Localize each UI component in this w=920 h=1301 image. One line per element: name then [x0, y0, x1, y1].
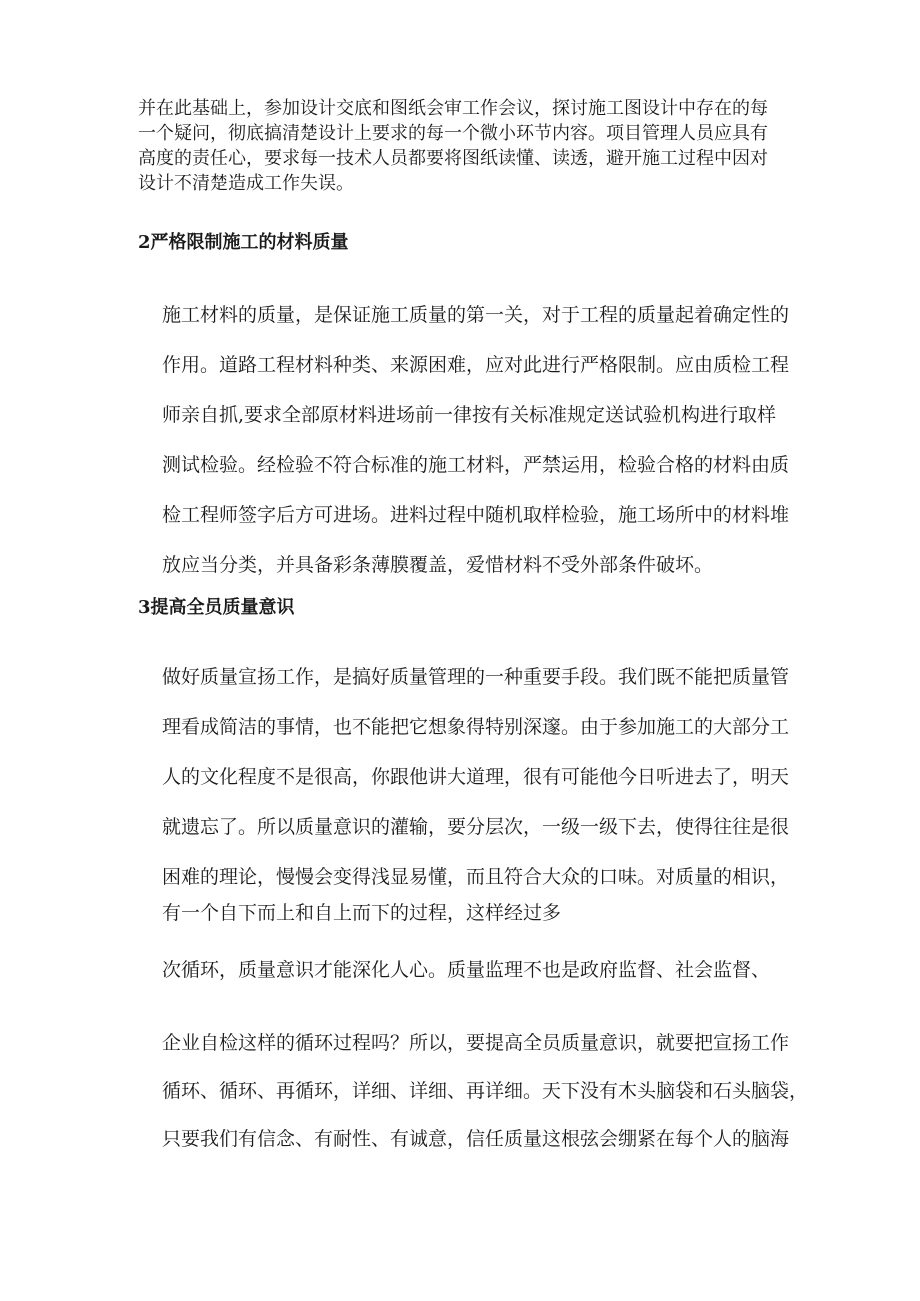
intro-line: 并在此基础上，参加设计交底和图纸会审工作会议，探讨施工图设计中存在的每	[138, 98, 768, 119]
section-3-heading: 3提高全员质量意识	[138, 597, 295, 618]
intro-line: 一个疑问，彻底搞清楚设计上要求的每一个微小环节内容。项目管理人员应具有	[138, 123, 768, 144]
section-2-heading: 2严格限制施工的材料质量	[138, 232, 349, 253]
paragraph-line: 企业自检这样的循环过程吗？所以，要提高全员质量意识，就要把宣扬工作	[162, 1032, 790, 1054]
paragraph-line: 作用。道路工程材料种类、来源困难，应对此进行严格限制。应由质检工程	[162, 354, 790, 376]
paragraph-line: 困难的理论，慢慢会变得浅显易懂，而且符合大众的口味。对质量的相识，	[162, 866, 790, 888]
paragraph-line: 循环、循环、再循环，详细、详细、再详细。天下没有木头脑袋和石头脑袋，	[162, 1080, 809, 1102]
section-3-paragraph-continued	[162, 1019, 809, 1163]
section-2-paragraph	[162, 290, 802, 590]
paragraph-line: 有一个自下而上和自上而下的过程，这样经过多	[162, 902, 562, 924]
paragraph-line: 只要我们有信念、有耐性、有诚意，信任质量这根弦会绷紧在每个人的脑海	[162, 1128, 790, 1150]
paragraph-line: 检工程师签字后方可进场。进料过程中随机取样检验，施工场所中的材料堆	[162, 504, 790, 526]
paragraph-line: 理看成简洁的事情，也不能把它想象得特别深邃。由于参加施工的大部分工	[162, 716, 790, 738]
section-3-paragraph	[162, 652, 802, 902]
paragraph-line: 做好质量宣扬工作，是搞好质量管理的一种重要手段。我们既不能把质量管	[162, 666, 790, 688]
paragraph-line: 放应当分类，并具备彩条薄膜覆盖，爱惜材料不受外部条件破坏。	[162, 554, 714, 576]
paragraph-line: 施工材料的质量，是保证施工质量的第一关，对于工程的质量起着确定性的	[162, 304, 790, 326]
intro-line: 设计不清楚造成工作失误。	[138, 173, 354, 194]
intro-paragraph	[138, 96, 798, 196]
intro-line: 高度的责任心，要求每一技术人员都要将图纸读懂、读透，避开施工过程中因对	[138, 148, 768, 169]
paragraph-line: 师亲自抓,要求全部原材料进场前一律按有关标准规定送试验机构进行取样	[162, 404, 777, 426]
paragraph-line: 次循环，质量意识才能深化人心。质量监理不也是政府监督、社会监督、	[162, 959, 771, 981]
paragraph-line: 就遗忘了。所以质量意识的灌输，要分层次，一级一级下去，使得往往是很	[162, 816, 790, 838]
paragraph-line: 测试检验。经检验不符合标准的施工材料，严禁运用，检验合格的材料由质	[162, 454, 790, 476]
paragraph-line: 人的文化程度不是很高，你跟他讲大道理，很有可能他今日听进去了，明天	[162, 766, 790, 788]
